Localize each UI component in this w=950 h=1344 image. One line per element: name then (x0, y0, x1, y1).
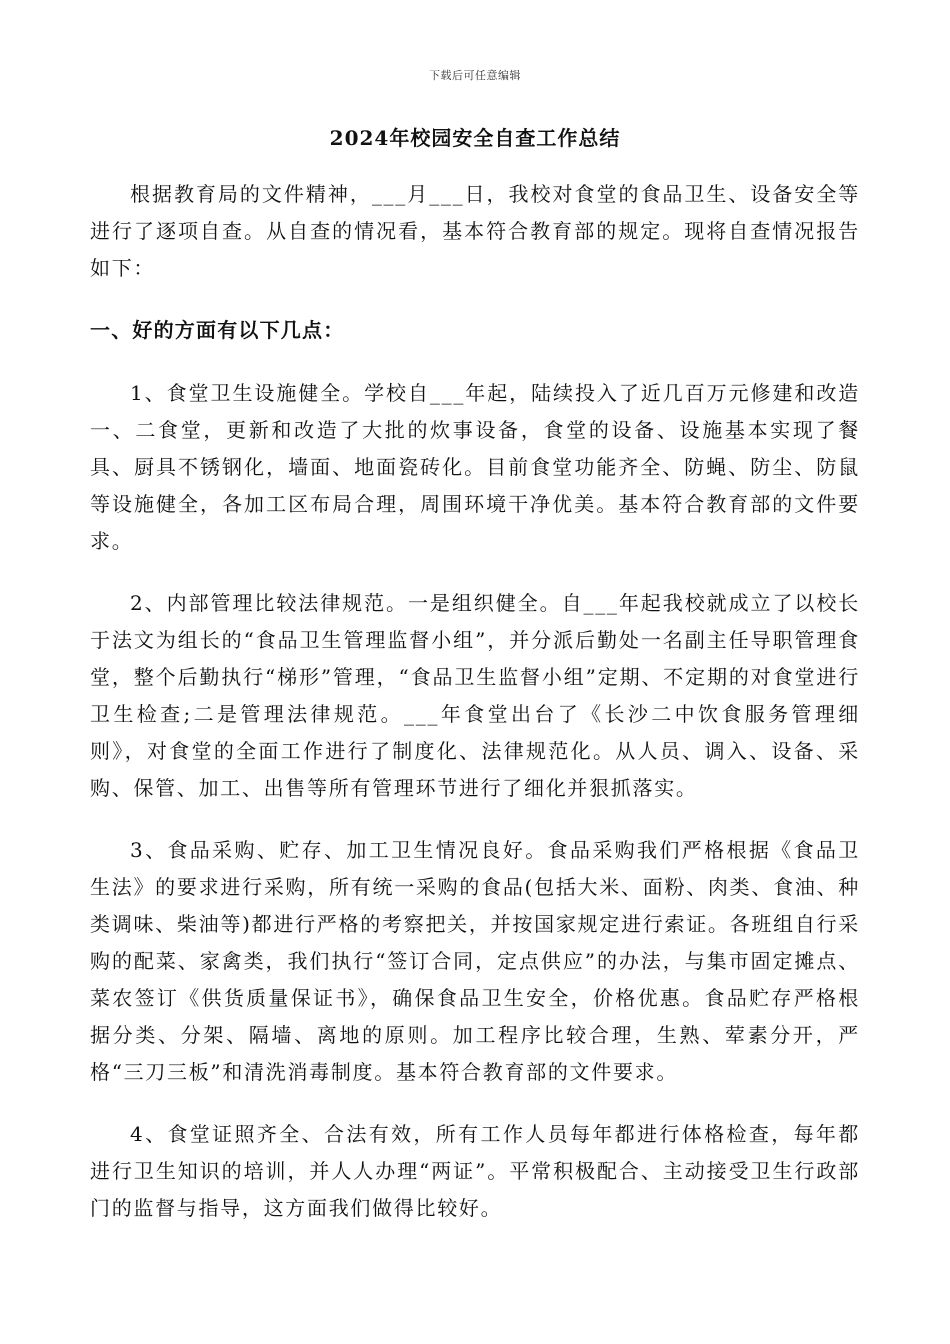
item-paragraph-1: 1、食堂卫生设施健全。学校自___年起，陆续投入了近几百万元修建和改造一、二食堂，更新和改造了大批的炊事设备，食堂的设备、设施基本实现了餐具、厨具不锈钢化，墙面、地面瓷砖化。目前食堂功能齐全、防蝇、防尘、防鼠等设施健全，各加工区布局合理，周围环境干净优美。基本符合教育部的文件要求。 (90, 381, 860, 553)
section-heading: 一、好的方面有以下几点： (90, 318, 345, 342)
item-paragraph-4: 4、食堂证照齐全、合法有效，所有工作人员每年都进行体格检查，每年都进行卫生知识的培训，并人人办理“两证”。平常积极配合、主动接受卫生行政部门的监督与指导，这方面我们做得比较好。 (90, 1122, 860, 1220)
header-note: 下载后可任意编辑 (429, 69, 521, 82)
document-body (90, 176, 860, 1252)
intro-paragraph: 根据教育局的文件精神，___月___日，我校对食堂的食品卫生、设备安全等进行了逐项自查。从自查的情况看，基本符合教育部的规定。现将自查情况报告如下： (90, 182, 860, 280)
item-paragraph-2: 2、内部管理比较法律规范。一是组织健全。自___年起我校就成立了以校长于法文为组长的“食品卫生管理监督小组”，并分派后勤处一名副主任导职管理食堂，整个后勤执行“梯形”管理，“食品卫生监督小组”定期、不定期的对食堂进行卫生检查;二是管理法律规范。___年食堂出台了《长沙二中饮食服务管理细则》，对食堂的全面工作进行了制度化、法律规范化。从人员、调入、设备、采购、保管、加工、出售等所有管理环节进行了细化并狠抓落实。 (90, 591, 860, 800)
item-paragraph-3: 3、食品采购、贮存、加工卫生情况良好。食品采购我们严格根据《食品卫生法》的要求进行采购，所有统一采购的食品(包括大米、面粉、肉类、食油、种类调味、柴油等)都进行严格的考察把关，并按国家规定进行索证。各班组自行采购的配菜、家禽类，我们执行“签订合同，定点供应”的办法，与集市固定摊点、菜农签订《供货质量保证书》，确保食品卫生安全，价格优惠。食品贮存严格根据分类、分架、隔墙、离地的原则。加工程序比较合理，生熟、荤素分开，严格“三刀三板”和清洗消毒制度。基本符合教育部的文件要求。 (90, 838, 860, 1084)
document-title: 2024年校园安全自查工作总结 (329, 126, 621, 150)
